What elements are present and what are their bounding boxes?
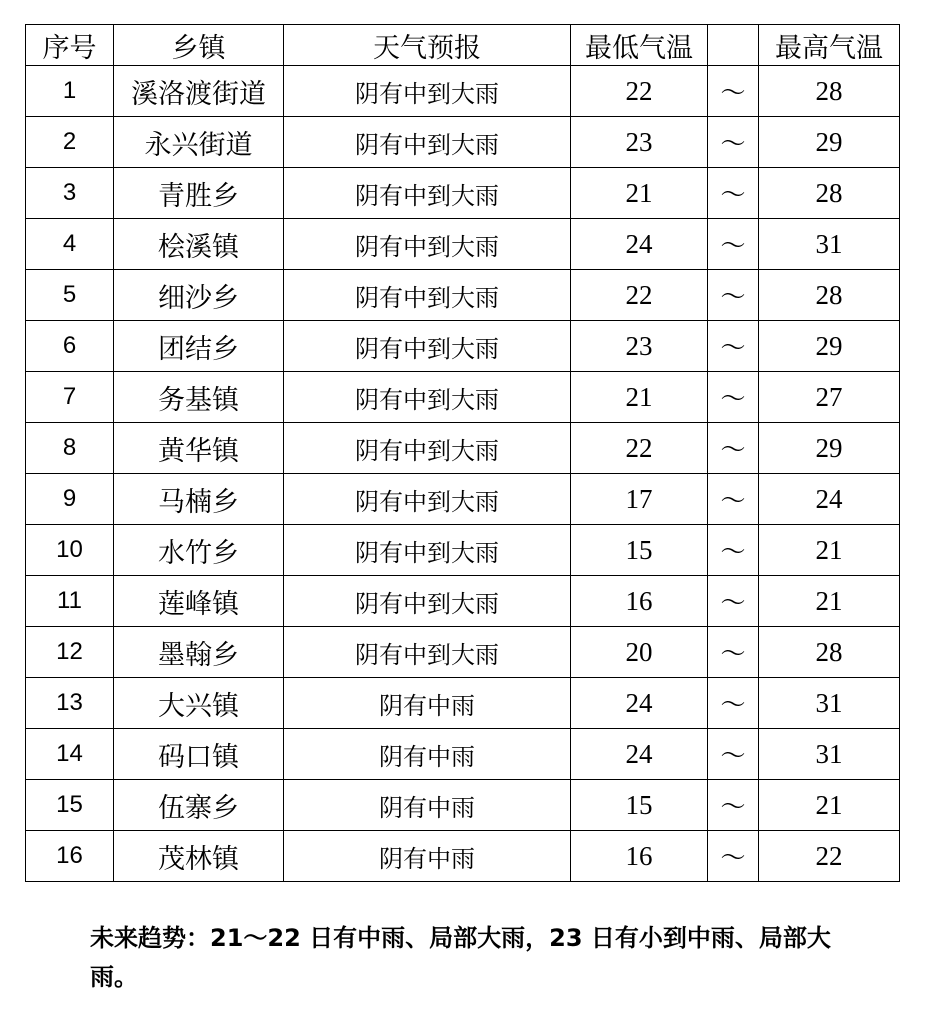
header-max-temperature: 最高气温 bbox=[759, 25, 900, 66]
row-max-temperature: 28 bbox=[759, 270, 900, 321]
row-min-temperature: 21 bbox=[571, 372, 708, 423]
row-serial-number: 10 bbox=[26, 525, 114, 576]
row-weather-forecast: 阴有中到大雨 bbox=[284, 117, 571, 168]
row-max-temperature: 21 bbox=[759, 525, 900, 576]
row-weather-forecast: 阴有中雨 bbox=[284, 831, 571, 882]
header-weather-forecast: 天气预报 bbox=[284, 25, 571, 66]
row-min-temperature: 22 bbox=[571, 66, 708, 117]
row-weather-forecast: 阴有中雨 bbox=[284, 729, 571, 780]
table-row bbox=[26, 729, 900, 780]
row-township: 马楠乡 bbox=[114, 474, 284, 525]
row-weather-forecast: 阴有中雨 bbox=[284, 780, 571, 831]
table-body bbox=[26, 66, 900, 882]
row-max-temperature: 24 bbox=[759, 474, 900, 525]
row-min-temperature: 17 bbox=[571, 474, 708, 525]
row-township: 黄华镇 bbox=[114, 423, 284, 474]
row-township: 团结乡 bbox=[114, 321, 284, 372]
row-serial-number: 6 bbox=[26, 321, 114, 372]
row-range-separator: ～ bbox=[708, 525, 759, 576]
row-township: 茂林镇 bbox=[114, 831, 284, 882]
row-max-temperature: 31 bbox=[759, 219, 900, 270]
row-min-temperature: 23 bbox=[571, 117, 708, 168]
row-serial-number: 16 bbox=[26, 831, 114, 882]
row-range-separator: ～ bbox=[708, 321, 759, 372]
header-min-temperature: 最低气温 bbox=[571, 25, 708, 66]
row-township: 伍寨乡 bbox=[114, 780, 284, 831]
row-max-temperature: 31 bbox=[759, 729, 900, 780]
row-township: 细沙乡 bbox=[114, 270, 284, 321]
row-weather-forecast: 阴有中到大雨 bbox=[284, 525, 571, 576]
row-range-separator: ～ bbox=[708, 168, 759, 219]
table-row bbox=[26, 321, 900, 372]
header-serial-number: 序号 bbox=[26, 25, 114, 66]
row-serial-number: 8 bbox=[26, 423, 114, 474]
row-weather-forecast: 阴有中到大雨 bbox=[284, 270, 571, 321]
row-range-separator: ～ bbox=[708, 780, 759, 831]
row-township: 青胜乡 bbox=[114, 168, 284, 219]
row-weather-forecast: 阴有中到大雨 bbox=[284, 474, 571, 525]
row-weather-forecast: 阴有中到大雨 bbox=[284, 627, 571, 678]
row-serial-number: 9 bbox=[26, 474, 114, 525]
table-row bbox=[26, 66, 900, 117]
row-township: 码口镇 bbox=[114, 729, 284, 780]
row-range-separator: ～ bbox=[708, 627, 759, 678]
future-trend-note: 未来趋势：21～22 日有中雨、局部大雨，23 日有小到中雨、局部大雨。 bbox=[90, 924, 831, 991]
row-range-separator: ～ bbox=[708, 219, 759, 270]
row-serial-number: 11 bbox=[26, 576, 114, 627]
row-range-separator: ～ bbox=[708, 423, 759, 474]
row-min-temperature: 21 bbox=[571, 168, 708, 219]
row-range-separator: ～ bbox=[708, 117, 759, 168]
row-weather-forecast: 阴有中到大雨 bbox=[284, 168, 571, 219]
row-township: 永兴街道 bbox=[114, 117, 284, 168]
table-row bbox=[26, 474, 900, 525]
row-weather-forecast: 阴有中到大雨 bbox=[284, 576, 571, 627]
row-range-separator: ～ bbox=[708, 474, 759, 525]
row-max-temperature: 29 bbox=[759, 321, 900, 372]
row-township: 溪洛渡街道 bbox=[114, 66, 284, 117]
row-max-temperature: 22 bbox=[759, 831, 900, 882]
table-row bbox=[26, 423, 900, 474]
row-max-temperature: 21 bbox=[759, 576, 900, 627]
row-min-temperature: 24 bbox=[571, 219, 708, 270]
table-row bbox=[26, 372, 900, 423]
row-range-separator: ～ bbox=[708, 372, 759, 423]
row-range-separator: ～ bbox=[708, 66, 759, 117]
row-serial-number: 1 bbox=[26, 66, 114, 117]
row-range-separator: ～ bbox=[708, 729, 759, 780]
row-weather-forecast: 阴有中到大雨 bbox=[284, 219, 571, 270]
row-weather-forecast: 阴有中到大雨 bbox=[284, 372, 571, 423]
row-min-temperature: 23 bbox=[571, 321, 708, 372]
row-min-temperature: 15 bbox=[571, 780, 708, 831]
table-row bbox=[26, 525, 900, 576]
row-serial-number: 7 bbox=[26, 372, 114, 423]
row-serial-number: 12 bbox=[26, 627, 114, 678]
header-separator bbox=[708, 25, 759, 66]
row-serial-number: 4 bbox=[26, 219, 114, 270]
row-weather-forecast: 阴有中到大雨 bbox=[284, 66, 571, 117]
row-min-temperature: 24 bbox=[571, 729, 708, 780]
row-township: 水竹乡 bbox=[114, 525, 284, 576]
header-township: 乡镇 bbox=[114, 25, 284, 66]
table-row bbox=[26, 270, 900, 321]
row-min-temperature: 22 bbox=[571, 423, 708, 474]
table-row bbox=[26, 678, 900, 729]
row-min-temperature: 15 bbox=[571, 525, 708, 576]
table-row bbox=[26, 219, 900, 270]
row-serial-number: 14 bbox=[26, 729, 114, 780]
row-min-temperature: 16 bbox=[571, 576, 708, 627]
row-serial-number: 2 bbox=[26, 117, 114, 168]
row-max-temperature: 28 bbox=[759, 168, 900, 219]
row-range-separator: ～ bbox=[708, 576, 759, 627]
row-max-temperature: 29 bbox=[759, 117, 900, 168]
row-min-temperature: 20 bbox=[571, 627, 708, 678]
row-range-separator: ～ bbox=[708, 831, 759, 882]
row-max-temperature: 21 bbox=[759, 780, 900, 831]
row-min-temperature: 22 bbox=[571, 270, 708, 321]
row-max-temperature: 28 bbox=[759, 66, 900, 117]
row-serial-number: 3 bbox=[26, 168, 114, 219]
row-range-separator: ～ bbox=[708, 678, 759, 729]
row-weather-forecast: 阴有中雨 bbox=[284, 678, 571, 729]
row-max-temperature: 29 bbox=[759, 423, 900, 474]
row-township: 大兴镇 bbox=[114, 678, 284, 729]
row-min-temperature: 16 bbox=[571, 831, 708, 882]
table-row bbox=[26, 831, 900, 882]
row-township: 务基镇 bbox=[114, 372, 284, 423]
row-max-temperature: 28 bbox=[759, 627, 900, 678]
table-row bbox=[26, 168, 900, 219]
row-max-temperature: 31 bbox=[759, 678, 900, 729]
row-serial-number: 13 bbox=[26, 678, 114, 729]
row-serial-number: 5 bbox=[26, 270, 114, 321]
weather-forecast-table bbox=[25, 24, 900, 882]
row-township: 莲峰镇 bbox=[114, 576, 284, 627]
row-min-temperature: 24 bbox=[571, 678, 708, 729]
table-header-row bbox=[26, 25, 900, 66]
table-row bbox=[26, 627, 900, 678]
row-township: 桧溪镇 bbox=[114, 219, 284, 270]
table-row bbox=[26, 117, 900, 168]
row-township: 墨翰乡 bbox=[114, 627, 284, 678]
row-weather-forecast: 阴有中到大雨 bbox=[284, 423, 571, 474]
row-max-temperature: 27 bbox=[759, 372, 900, 423]
table-row bbox=[26, 576, 900, 627]
table-row bbox=[26, 780, 900, 831]
row-range-separator: ～ bbox=[708, 270, 759, 321]
row-serial-number: 15 bbox=[26, 780, 114, 831]
row-weather-forecast: 阴有中到大雨 bbox=[284, 321, 571, 372]
